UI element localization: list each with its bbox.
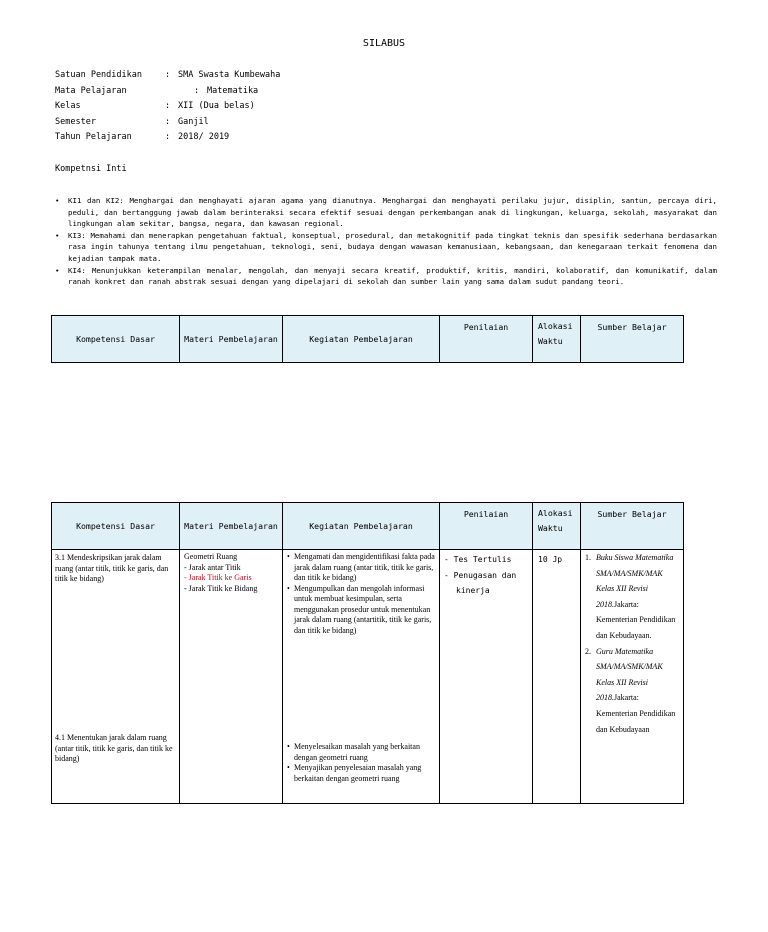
kegiatan-item: [287, 584, 435, 637]
th-alokasi-line1: Alokasi: [538, 508, 573, 518]
ki-item: [55, 230, 717, 265]
bullet-icon: •: [287, 583, 290, 593]
info-colon: :: [165, 132, 171, 143]
sumber-title: Guru Matematika SMA/MA/SMK/MAK Kelas XII Revisi 2018.: [596, 646, 663, 703]
ki-item: [55, 265, 717, 288]
bullet-icon: •: [55, 230, 60, 240]
ki-text: KI3: Memahami dan menerapkan pengetahuan faktual, konseptual, prosedural, dan metakognitif pada tingkat teknis dan spesifik sederhana berdasarkan rasa ingin tahunya tentang ilmu pengetahuan, teknologi, seni, budaya dengan wawasan kemanusiaan, kebangsaan, dan kenegaraan terkait fenomena dan kejadian tampak mata.: [68, 230, 717, 263]
info-value: 2018/ 2019: [178, 132, 230, 143]
kd-4-1: 4.1 Menentukan jarak dalam ruang (antar titik, titik ke garis, dan titik ke bidang): [55, 733, 173, 763]
th-alokasi-line1: Alokasi: [538, 321, 573, 331]
th-materi: Materi Pembelajaran: [180, 503, 283, 550]
kompetensi-inti-list: [55, 195, 717, 288]
bullet-icon: •: [55, 196, 60, 205]
table-header-row: [52, 316, 684, 363]
th-penilaian: Penilaian: [440, 316, 533, 363]
sumber-item: [585, 550, 681, 644]
sumber-number: 2.: [585, 646, 591, 656]
penilaian-list: [444, 552, 529, 599]
info-colon: :: [165, 116, 171, 127]
info-label: Satuan Pendidikan: [55, 70, 142, 80]
sumber-publisher: Jakarta: Kementerian Pendidikan dan Kebudayaan: [596, 693, 676, 734]
materi-title: Geometri Ruang: [184, 552, 238, 561]
materi-item: - Jarak Titik ke Bidang: [184, 583, 258, 593]
penilaian-item: - Tes Tertulis: [444, 555, 512, 564]
cell-alokasi: [533, 550, 581, 804]
kegiatan-list-4-1: [287, 742, 435, 784]
sumber-item: [585, 644, 681, 738]
kegiatan-text: Menyajikan penyelesaian masalah yang berkaitan dengan geometri ruang: [294, 763, 422, 783]
kegiatan-item: [287, 552, 435, 584]
cell-kompetensi-dasar: [52, 550, 180, 804]
info-colon: :: [165, 101, 171, 112]
materi-item: - Jarak antar Titik: [184, 562, 241, 572]
kegiatan-text: Menyelesaikan masalah yang berkaitan dengan geometri ruang: [294, 742, 420, 762]
th-alokasi-line2: Waktu: [538, 336, 563, 346]
bullet-icon: •: [287, 552, 290, 561]
kegiatan-list-3-1: [287, 552, 435, 636]
th-kompetensi-dasar: Kompetensi Dasar: [52, 503, 180, 550]
kd-3-1: 3.1 Mendeskripsikan jarak dalam ruang (antar titik, titik ke garis, dan titik ke bidang): [55, 553, 169, 583]
kegiatan-item: [287, 742, 435, 763]
kegiatan-text: Mengamati dan mengidentifikasi fakta pada jarak dalam ruang (antar titik, titik ke garis, dan titik ke bidang): [294, 552, 435, 582]
table-row: [52, 550, 684, 804]
th-alokasi: [533, 316, 581, 363]
kompetensi-inti-heading: Kompetnsi Inti: [55, 164, 127, 174]
th-kegiatan: Kegiatan Pembelajaran: [283, 316, 440, 363]
penilaian-item: - Penugasan dan: [444, 570, 517, 580]
info-value: Matematika: [207, 85, 259, 96]
sumber-publisher: Jakarta: Kementerian Pendidikan dan Kebudayaan.: [596, 599, 676, 640]
syllabus-header-table: [51, 315, 684, 363]
sumber-list: [585, 550, 681, 737]
info-value: SMA Swasta Kumbewaha: [178, 70, 281, 80]
th-kompetensi-dasar: Kompetensi Dasar: [52, 316, 180, 363]
th-penilaian: Penilaian: [440, 503, 533, 550]
info-colon: :: [165, 70, 171, 80]
cell-materi: [180, 550, 283, 804]
th-kegiatan: Kegiatan Pembelajaran: [283, 503, 440, 550]
th-alokasi: [533, 503, 581, 550]
bullet-icon: •: [55, 265, 60, 275]
bullet-icon: •: [287, 763, 290, 772]
th-sumber: Sumber Belajar: [581, 503, 684, 550]
kegiatan-text: Mengumpulkan dan mengolah informasi untuk membuat kesimpulan, serta menggunakan prosedur untuk menentukan jarak dalam ruang (antartitik, titik ke garis, dan titik ke bidang): [294, 583, 432, 635]
materi-list: [184, 552, 280, 594]
info-value: XII (Dua belas): [178, 101, 255, 112]
ki-item: [55, 195, 717, 230]
penilaian-item-cont: kinerja: [456, 586, 490, 595]
ki-text: KI4: Menunjukkan keterampilan menalar, mengolah, dan menyaji secara kreatif, produktif, kritis, mandiri, kolaboratif, dan komunikatif, dalam ranah konkret dan ranah abstrak sesuai dengan yang dipelajari di sekolah dan sumber lain yang sama dalam sudut pandang teori.: [68, 265, 717, 287]
th-alokasi-line2: Waktu: [538, 523, 563, 533]
table-header-row: [52, 503, 684, 550]
cell-kegiatan: [283, 550, 440, 804]
sumber-number: 1.: [585, 553, 591, 562]
cell-sumber: [581, 550, 684, 804]
info-label: Kelas: [55, 101, 81, 112]
sumber-title: Buku Siswa Matematika SMA/MA/SMK/MAK Kelas XII Revisi 2018.: [596, 553, 674, 609]
cell-penilaian: [440, 550, 533, 804]
syllabus-table: [51, 502, 684, 804]
document-title: SILABUS: [362, 38, 406, 49]
info-label: Mata Pelajaran: [55, 85, 127, 96]
bullet-icon: •: [287, 742, 290, 751]
info-label: Tahun Pelajaran: [55, 132, 132, 143]
alokasi-value: 10 Jp: [538, 555, 563, 564]
th-sumber: Sumber Belajar: [581, 316, 684, 363]
materi-item-highlighted: - Jarak Titik ke Garis: [184, 573, 252, 582]
info-colon: :: [194, 85, 200, 96]
th-materi: Materi Pembelajaran: [180, 316, 283, 363]
info-label: Semester: [55, 116, 96, 127]
kegiatan-item: [287, 763, 435, 784]
info-value: Ganjil: [178, 116, 209, 127]
ki-text: KI1 dan KI2: Menghargai dan menghayati ajaran agama yang dianutnya. Menghargai dan menghayati perilaku jujur, disiplin, santun, percaya diri, peduli, dan bertanggung jawab dalam berinteraksi secara efektif sesuai dengan perkembangan anak di lingkungan, keluarga, sekolah, masyarakat dan lingkungan alam sekitar, bangsa, negara, dan kawasan regional.: [68, 196, 717, 229]
